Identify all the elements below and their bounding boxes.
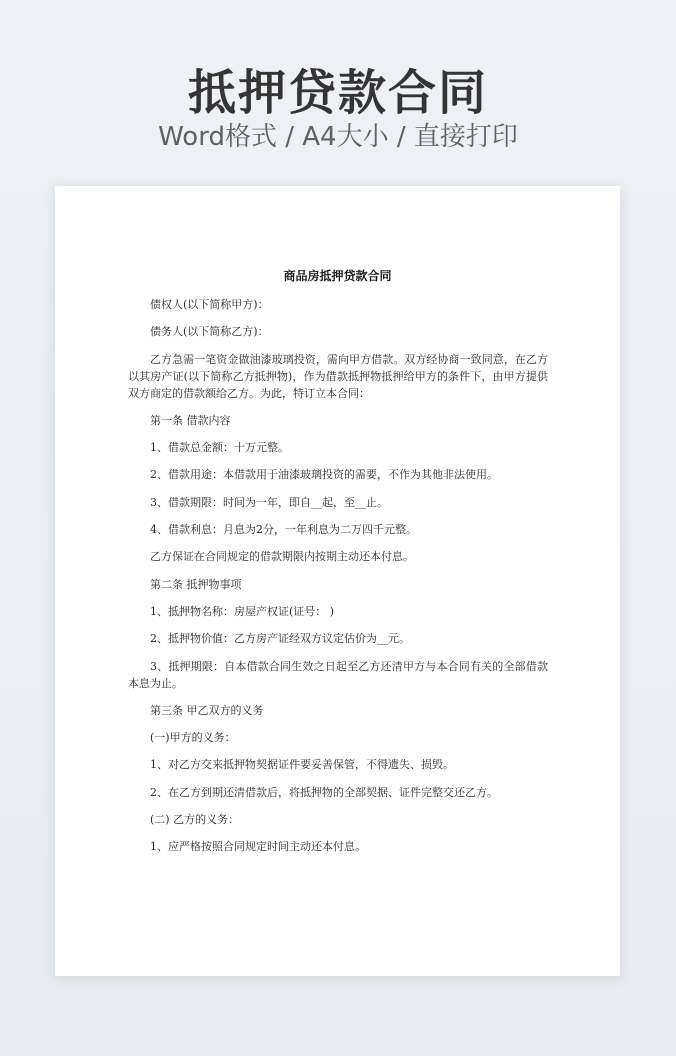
banner-title: 抵押贷款合同 <box>187 65 488 121</box>
article-2-heading: 第二条 抵押物事项 <box>150 577 242 591</box>
clause-loan-term: 3、借款期限：时间为一年，即自__起，至__止。 <box>150 495 388 509</box>
party-b-obligations-heading: (二) 乙方的义务： <box>150 813 240 827</box>
article-1-heading: 第一条 借款内容 <box>150 413 231 427</box>
party-a-obligation-1: 1、对乙方交来抵押物契据证件要妥善保管，不得遗失、损毁。 <box>150 758 454 772</box>
clause-collateral-value: 2、抵押物价值：乙方房产证经双方议定估价为__元。 <box>150 632 410 646</box>
party-b-obligation-1: 1、应严格按照合同规定时间主动还本付息。 <box>150 840 366 854</box>
article-3-heading: 第三条 甲乙双方的义务 <box>150 703 264 717</box>
creditor-line: 债权人(以下简称甲方)： <box>150 298 269 311</box>
clause-loan-amount: 1、借款总金额：十万元整。 <box>150 441 289 455</box>
document-heading: 商品房抵押贷款合同 <box>283 269 392 283</box>
clause-mortgage-term: 3、抵押期限：自本借款合同生效之日起至乙方还清甲方与本合同有关的全部借款本息为止。 <box>128 659 548 690</box>
document-body <box>128 296 548 866</box>
clause-loan-purpose: 2、借款用途：本借款用于油漆玻璃投资的需要，不作为其他非法使用。 <box>150 468 498 482</box>
preamble-paragraph: 乙方急需一笔资金做油漆玻璃投资，需向甲方借款。双方经协商一致同意，在乙方以其房产证(以下简称乙方抵押物)，作为借款抵押物抵押给甲方的条件下，由甲方提供双方商定的借款额给乙方。为此，特订立本合同： <box>128 352 548 400</box>
repayment-guarantee-line: 乙方保证在合同规定的借款期限内按期主动还本付息。 <box>150 550 414 564</box>
banner-subtitle: Word格式 / A4大小 / 直接打印 <box>158 122 518 152</box>
debtor-line: 债务人(以下简称乙方)： <box>150 325 269 339</box>
clause-loan-interest: 4、借款利息：月息为2分，一年利息为二万四千元整。 <box>150 523 417 537</box>
clause-collateral-name: 1、抵押物名称：房屋产权证(证号： ) <box>150 604 335 618</box>
party-a-obligations-heading: (一)甲方的义务： <box>150 731 236 745</box>
document-page <box>55 186 620 976</box>
party-a-obligation-2: 2、在乙方到期还清借款后，将抵押物的全部契据、证件完整交还乙方。 <box>150 785 498 799</box>
